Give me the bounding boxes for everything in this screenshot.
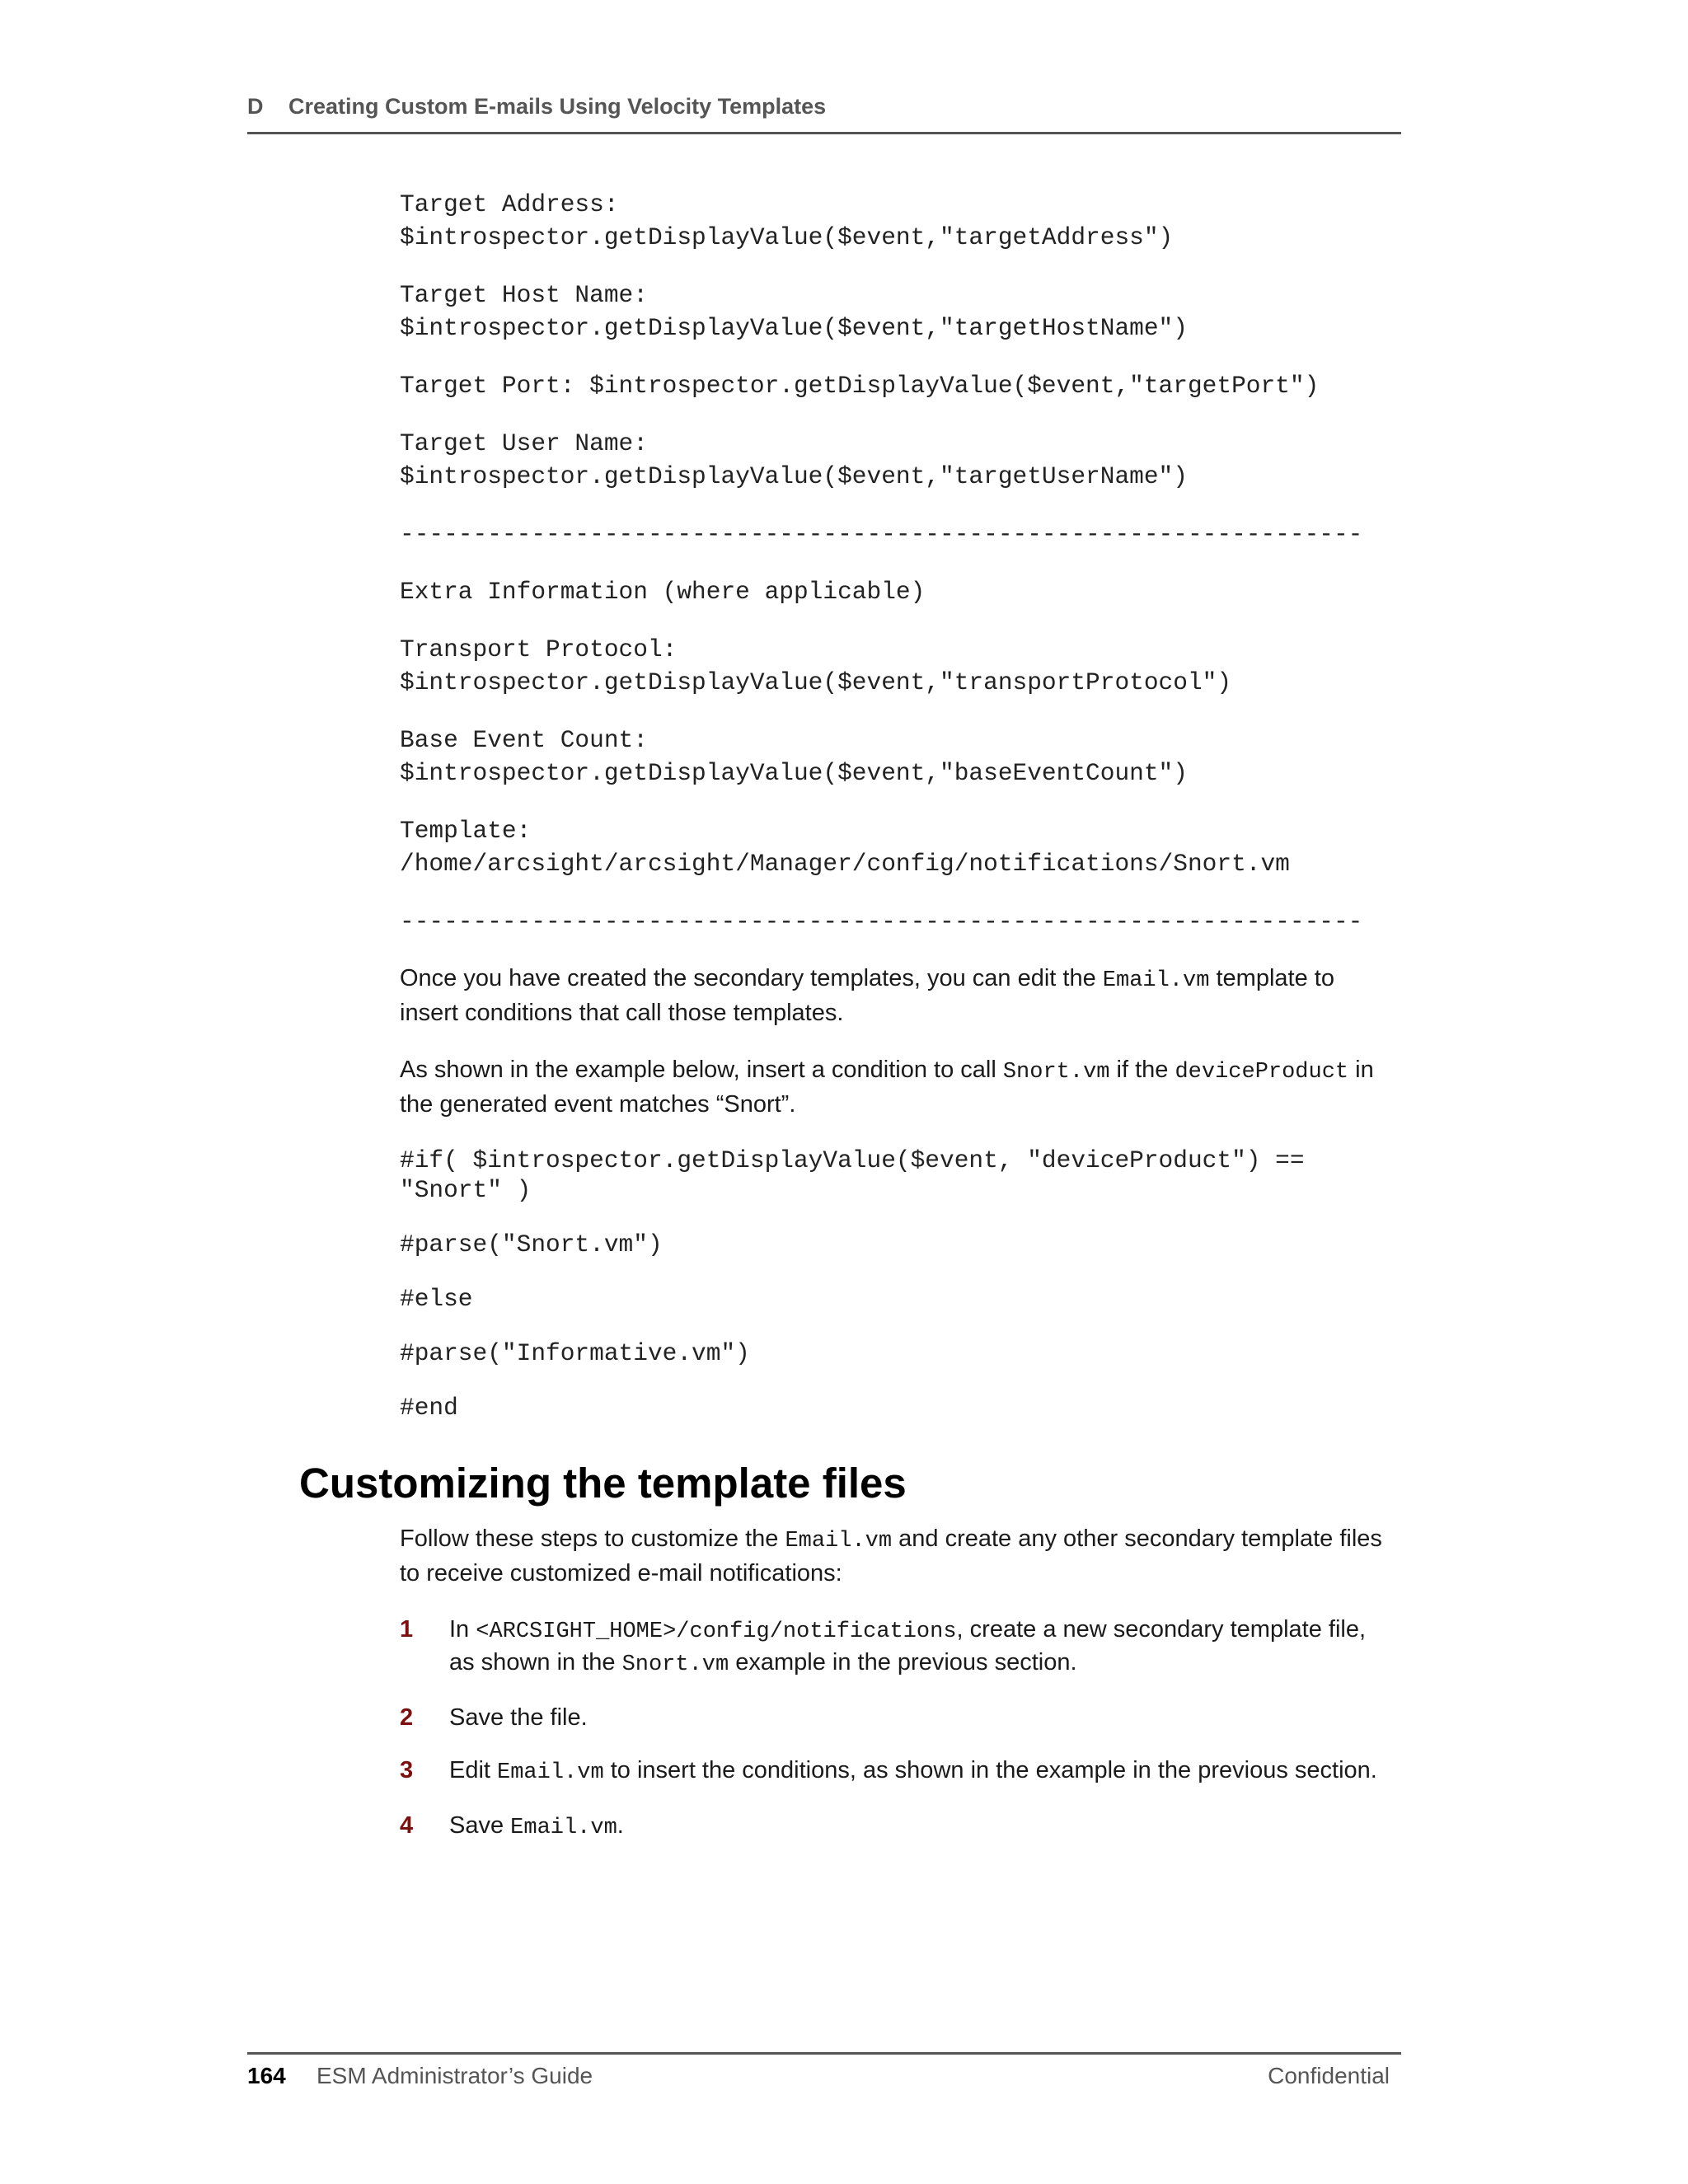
inline-code: Email.vm: [510, 1816, 617, 1840]
velocity-parse-informative: #parse("Informative.vm"): [400, 1339, 750, 1367]
code-line: $introspector.getDisplayValue($event,"targetAddress"): [400, 223, 1174, 251]
code-target-user: [400, 427, 1405, 493]
step-item: [400, 1755, 1393, 1788]
text: , create a new secondary template file, as shown in the: [449, 1616, 1367, 1675]
inline-code: Email.vm: [497, 1760, 604, 1785]
velocity-end: #end: [400, 1394, 458, 1422]
guide-title: ESM Administrator’s Guide: [316, 2063, 593, 2088]
code-line: Transport Protocol:: [400, 635, 678, 663]
velocity-if-line: #if( $introspector.getDisplayValue($event, "deviceProduct") == "Snort" ): [400, 1146, 1305, 1204]
text: Save: [449, 1812, 511, 1839]
text: Follow these steps to customize the: [400, 1526, 785, 1552]
inline-code: deviceProduct: [1175, 1060, 1349, 1085]
step-item: [400, 1703, 1393, 1733]
main-content: [400, 188, 1405, 1447]
inline-code: Snort.vm: [621, 1652, 729, 1677]
inline-code: Snort.vm: [1002, 1060, 1110, 1085]
text: example in the previous section.: [729, 1649, 1077, 1675]
text: .: [617, 1812, 624, 1839]
text: Once you have created the secondary templates, you can edit the: [400, 965, 1103, 991]
separator-line: ------------------------------------------------------------------: [400, 907, 1363, 935]
chapter-title: Creating Custom E-mails Using Velocity Templates: [288, 94, 827, 119]
page-number: 164: [247, 2063, 286, 2088]
step-item: [400, 1811, 1393, 1844]
code-line: Extra Information (where applicable): [400, 578, 926, 606]
page-header: [247, 92, 1401, 134]
code-line: $introspector.getDisplayValue($event,"baseEventCount"): [400, 759, 1188, 787]
code-line: Target Port: $introspector.getDisplayValue($event,"targetPort"): [400, 372, 1320, 400]
code-target-host: [400, 279, 1405, 344]
text: and create any other secondary template files to receive customized e-mail notifications:: [400, 1526, 1382, 1586]
text: In: [449, 1616, 476, 1643]
code-line: $introspector.getDisplayValue($event,"targetHostName"): [400, 314, 1188, 342]
velocity-parse-snort: #parse("Snort.vm"): [400, 1230, 663, 1258]
inline-code: Email.vm: [1102, 968, 1210, 993]
code-line: Target User Name:: [400, 429, 648, 457]
code-transport: [400, 633, 1405, 699]
code-target-address: [400, 188, 1405, 254]
confidential-label: Confidential: [1268, 2063, 1390, 2088]
text: Save the file.: [449, 1704, 588, 1731]
text: As shown in the example below, insert a condition to call: [400, 1057, 1003, 1083]
code-base-count: [400, 724, 1405, 790]
text: if the: [1109, 1057, 1175, 1083]
code-line: $introspector.getDisplayValue($event,"targetUserName"): [400, 462, 1188, 490]
code-line: /home/arcsight/arcsight/Manager/config/notifications/Snort.vm: [400, 850, 1290, 878]
text: Edit: [449, 1757, 498, 1783]
section-intro: [400, 1523, 1389, 1590]
code-line: Base Event Count:: [400, 726, 648, 754]
paragraph-secondary-templates: [400, 963, 1389, 1029]
code-line: $introspector.getDisplayValue($event,"transportProtocol"): [400, 668, 1232, 696]
text: template to insert conditions that call those templates.: [400, 965, 1334, 1026]
appendix-letter: D: [247, 94, 264, 119]
code-target-port: [400, 369, 1405, 402]
step-number: 4: [400, 1812, 414, 1839]
step-number: 1: [400, 1616, 414, 1643]
code-line: Target Host Name:: [400, 281, 648, 309]
inline-code: <ARCSIGHT_HOME>/config/notifications: [476, 1619, 957, 1644]
code-template: [400, 814, 1405, 880]
text: to insert the conditions, as shown in the example in the previous section.: [603, 1757, 1377, 1783]
code-line: Target Address:: [400, 190, 619, 218]
section-heading: Customizing the template files: [299, 1460, 907, 1507]
page-footer: [247, 2052, 1401, 2093]
separator-line: ------------------------------------------------------------------: [400, 520, 1363, 548]
code-line: Template:: [400, 817, 532, 845]
inline-code: Email.vm: [785, 1529, 893, 1554]
text: in the generated event matches “Snort”.: [400, 1057, 1374, 1118]
section-content: [400, 1523, 1405, 1866]
step-number: 3: [400, 1757, 414, 1783]
paragraph-condition-example: [400, 1054, 1389, 1121]
step-number: 2: [400, 1704, 414, 1731]
step-item: [400, 1615, 1393, 1680]
velocity-else: #else: [400, 1285, 473, 1313]
code-extra-info: [400, 575, 1405, 608]
